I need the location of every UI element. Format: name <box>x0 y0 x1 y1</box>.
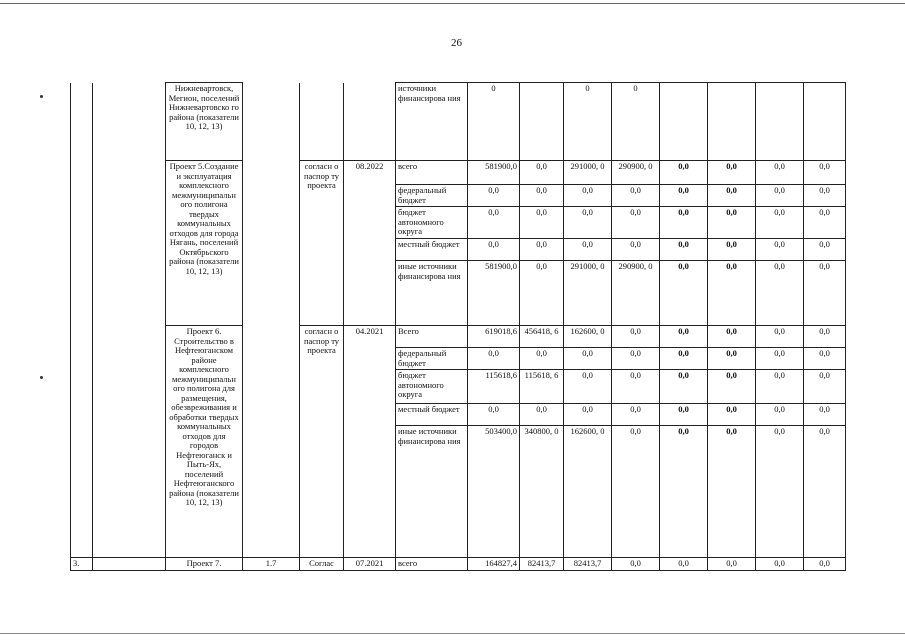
status-cell: согласн о паспор ту проекта <box>300 161 344 326</box>
date-cell: 04.2021 <box>344 326 396 558</box>
status-cell: согласн о паспор ту проекта <box>300 326 344 558</box>
row-number-cell: 3. <box>71 558 93 571</box>
table-row: иные источники финансирова ния 503400,0 340800, 0 162600, 0 0,0 0,0 0,0 0,0 0,0 <box>71 426 846 558</box>
table-row: бюджет автономного округа 0,0 0,0 0,0 0,0 0,0 0,0 0,0 0,0 <box>71 207 846 239</box>
source-cell: всего <box>396 558 468 571</box>
source-cell: федеральный бюджет <box>396 185 468 207</box>
code-cell: 1.7 <box>243 558 300 571</box>
source-cell: источники финансирова ния <box>396 83 468 161</box>
table-row: федеральный бюджет 0,0 0,0 0,0 0,0 0,0 0,0 0,0 0,0 <box>71 348 846 370</box>
date-cell: 08.2022 <box>344 161 396 326</box>
source-cell: всего <box>396 161 468 185</box>
table-row: Проект 5.Создание и эксплуатация комплексного межмуниципальн ого полигона твердых коммунальных отходов для города Нягань, поселений Октябрьского района (показатели 10, 12, 13) согласн о паспор ту проекта 08.2022 всего 581900,0 0,0 291000, 0 290900, 0 0,0 0,0 0,0 0,0 <box>71 161 846 185</box>
source-cell: Всего <box>396 326 468 348</box>
project-name-cell: Нижневартовск, Мегион, поселений Нижневартовско го района (показатели 10, 12, 13) <box>166 83 243 161</box>
margin-mark <box>40 376 43 379</box>
source-cell: местный бюджет <box>396 404 468 426</box>
table-row: местный бюджет 0,0 0,0 0,0 0,0 0,0 0,0 0,0 0,0 <box>71 404 846 426</box>
table-row: федеральный бюджет 0,0 0,0 0,0 0,0 0,0 0,0 0,0 0,0 <box>71 185 846 207</box>
source-cell: бюджет автономного округа <box>396 370 468 404</box>
source-cell: иные источники финансирова ния <box>396 426 468 558</box>
table-row: местный бюджет 0,0 0,0 0,0 0,0 0,0 0,0 0,0 0,0 <box>71 239 846 261</box>
table-row: иные источники финансирова ния 581900,0 0,0 291000, 0 290900, 0 0,0 0,0 0,0 0,0 <box>71 261 846 326</box>
project-name-cell: Проект 5.Создание и эксплуатация комплексного межмуниципальн ого полигона твердых коммунальных отходов для города Нягань, поселений Октябрьского района (показатели 10, 12, 13) <box>166 161 243 326</box>
table-row: Нижневартовск, Мегион, поселений Нижневартовско го района (показатели 10, 12, 13) источники финансирова ния 0 0 0 <box>71 83 846 161</box>
status-cell: Соглас <box>300 558 344 571</box>
project-name-cell: Проект 7. <box>166 558 243 571</box>
source-cell: иные источники финансирова ния <box>396 261 468 326</box>
bottom-border-line <box>0 633 905 634</box>
page-number: 26 <box>451 37 462 49</box>
top-border-line <box>0 3 905 4</box>
margin-mark <box>40 95 43 98</box>
source-cell: федеральный бюджет <box>396 348 468 370</box>
table-row: бюджет автономного округа 115618,6 115618, 6 0,0 0,0 0,0 0,0 0,0 0,0 <box>71 370 846 404</box>
budget-table <box>70 82 846 571</box>
project-name-cell: Проект 6. Строительство в Нефтеюганском районе комплексного межмуниципальн ого полигона для размещения, обезвреживания и обработки твердых коммунальных отходов для городов Нефтеюганск и Пыть-Ях, поселений Нефтеюганского района (показатели 10, 12, 13) <box>166 326 243 558</box>
date-cell: 07.2021 <box>344 558 396 571</box>
table-row: Проект 6. Строительство в Нефтеюганском районе комплексного межмуниципальн ого полигона для размещения, обезвреживания и обработки твердых коммунальных отходов для городов Нефтеюганск и Пыть-Ях, поселений Нефтеюганского района (показатели 10, 12, 13) согласн о паспор ту проекта 04.2021 Всего 619018,6 456418, 6 162600, 0 0,0 0,0 0,0 0,0 0,0 <box>71 326 846 348</box>
table-row: 3. Проект 7. 1.7 Соглас 07.2021 всего 164827,4 82413,7 82413,7 0,0 0,0 0,0 0,0 0,0 <box>71 558 846 571</box>
source-cell: бюджет автономного округа <box>396 207 468 239</box>
source-cell: местный бюджет <box>396 239 468 261</box>
